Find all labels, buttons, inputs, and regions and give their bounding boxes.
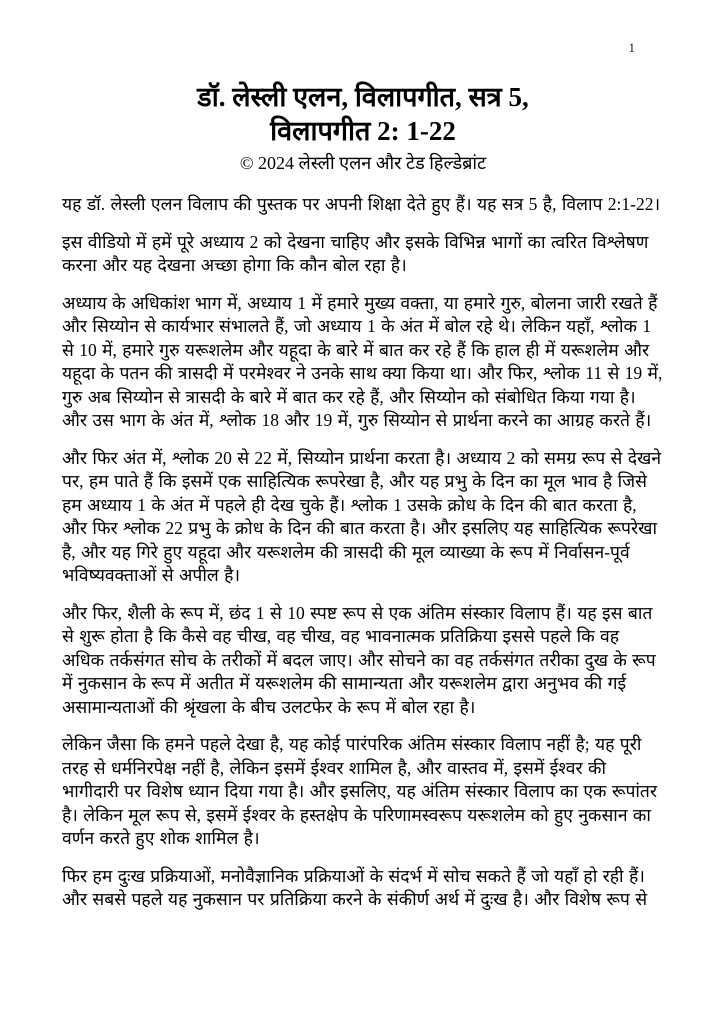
- paragraph-literary-outline: और फिर अंत में, श्लोक 20 से 22 में, सिय्योन प्रार्थना करता है। अध्याय 2 को समग्र रूप से देखने पर, हम पाते हैं कि इसमें एक साहित्यिक रूपरेखा है, और यह प्रभु के दिन का मूल भाव है जिसे हम अध्याय 1 के अंत में पहले ही देख चुके हैं। श्लोक 1 उसके क्रोध के दिन की बात करता है, और फिर श्लोक 22 प्रभु के क्रोध के दिन की बात करता है। और इसलिए यह साहित्यिक रूपरेखा है, और यह गिरे हुए यहूदा और यरूशलेम की त्रासदी की मूल व्याख्या के रूप में निर्वासन-पूर्व भविष्यवक्ताओं से अपील है।: [62, 447, 662, 585]
- paragraph-grief-processes: फिर हम दुःख प्रक्रियाओं, मनोवैज्ञानिक प्रक्रियाओं के संदर्भ में सोच सकते हैं जो यहाँ हो रही हैं। और सबसे पहले यह नुकसान पर प्रतिक्रिया करने के संकीर्ण अर्थ में दुःख है। और विशेष रूप से: [62, 865, 648, 909]
- paragraph-intro: यह डॉ. लेस्ली एलन विलाप की पुस्तक पर अपनी शिक्षा देते हुए हैं। यह सत्र 5 है, विलाप 2:1-22।: [62, 194, 661, 214]
- title-line-1: डॉ. लेस्ली एलन, विलापगीत, सत्र 5,: [197, 82, 529, 112]
- paragraph-video-overview: इस वीडियो में हमें पूरे अध्याय 2 को देखना चाहिए और इसके विभिन्न भागों का त्वरित विश्लेषण करना और यह देखना अच्छा होगा कि कौन बोल रहा है।: [62, 231, 649, 275]
- page-content: [0, 80, 724, 912]
- paragraph-not-traditional-lament: लेकिन जैसा कि हमने पहले देखा है, यह कोई पारंपरिक अंतिम संस्कार विलाप नहीं है; यह पूरी तरह से धर्मनिरपेक्ष नहीं है, लेकिन इसमें ईश्वर शामिल है, और वास्तव में, इसमें ईश्वर की भागीदारी पर विशेष ध्यान दिया गया है। और इसलिए, यह अंतिम संस्कार विलाप का एक रूपांतर है। लेकिन मूल रूप से, इसमें ईश्वर के हस्तक्षेप के परिणामस्वरूप यरूशलेम को हुए नुकसान का वर्णन करते हुए शोक शामिल है।: [62, 734, 658, 848]
- paragraph-genre-funeral-lament: और फिर, शैली के रूप में, छंद 1 से 10 स्पष्ट रूप से एक अंतिम संस्कार विलाप हैं। यह इस बात से शुरू होता है कि कैसे वह चीख, वह चीख, वह भावनात्मक प्रतिक्रिया इससे पहले कि वह अधिक तर्कसंगत सोच के तरीकों में बदल जाए। और सोचने का वह तर्कसंगत तरीका दुख के रूप में नुकसान के रूप में अतीत में यरूशलेम की सामान्यता और यरूशलेम द्वारा अनुभव की गई असामान्यताओं की श्रृंखला के बीच उलटफेर के रूप में बोल रहा है।: [62, 602, 656, 717]
- document-title: [62, 80, 664, 148]
- title-line-2: विलापगीत 2: 1-22: [270, 116, 456, 146]
- paragraph-chapter-structure: अध्याय के अधिकांश भाग में, अध्याय 1 में हमारे मुख्य वक्ता, या हमारे गुरु, बोलना जारी रखते हैं और सिय्योन से कार्यभार संभालते हैं, जो अध्याय 1 के अंत में बोल रहे थे। लेकिन यहाँ, श्लोक 1 से 10 में, हमारे गुरु यरूशलेम और यहूदा के बारे में बात कर रहे हैं कि हाल ही में यरूशलेम और यहूदा के पतन की त्रासदी में परमेश्वर ने उनके साथ क्या किया था। और फिर, श्लोक 11 से 19 में, गुरु अब सिय्योन से त्रासदी के बारे में बात कर रहे हैं, और सिय्योन को संबोधित किया गया है। और उस भाग के अंत में, श्लोक 18 और 19 में, गुरु सिय्योन से प्रार्थना करने का आग्रह करते हैं।: [62, 292, 663, 430]
- page-number: 1: [628, 40, 635, 55]
- document-body: [62, 193, 664, 912]
- copyright-line: © 2024 लेस्ली एलन और टेड हिल्डेब्रांट: [239, 153, 487, 173]
